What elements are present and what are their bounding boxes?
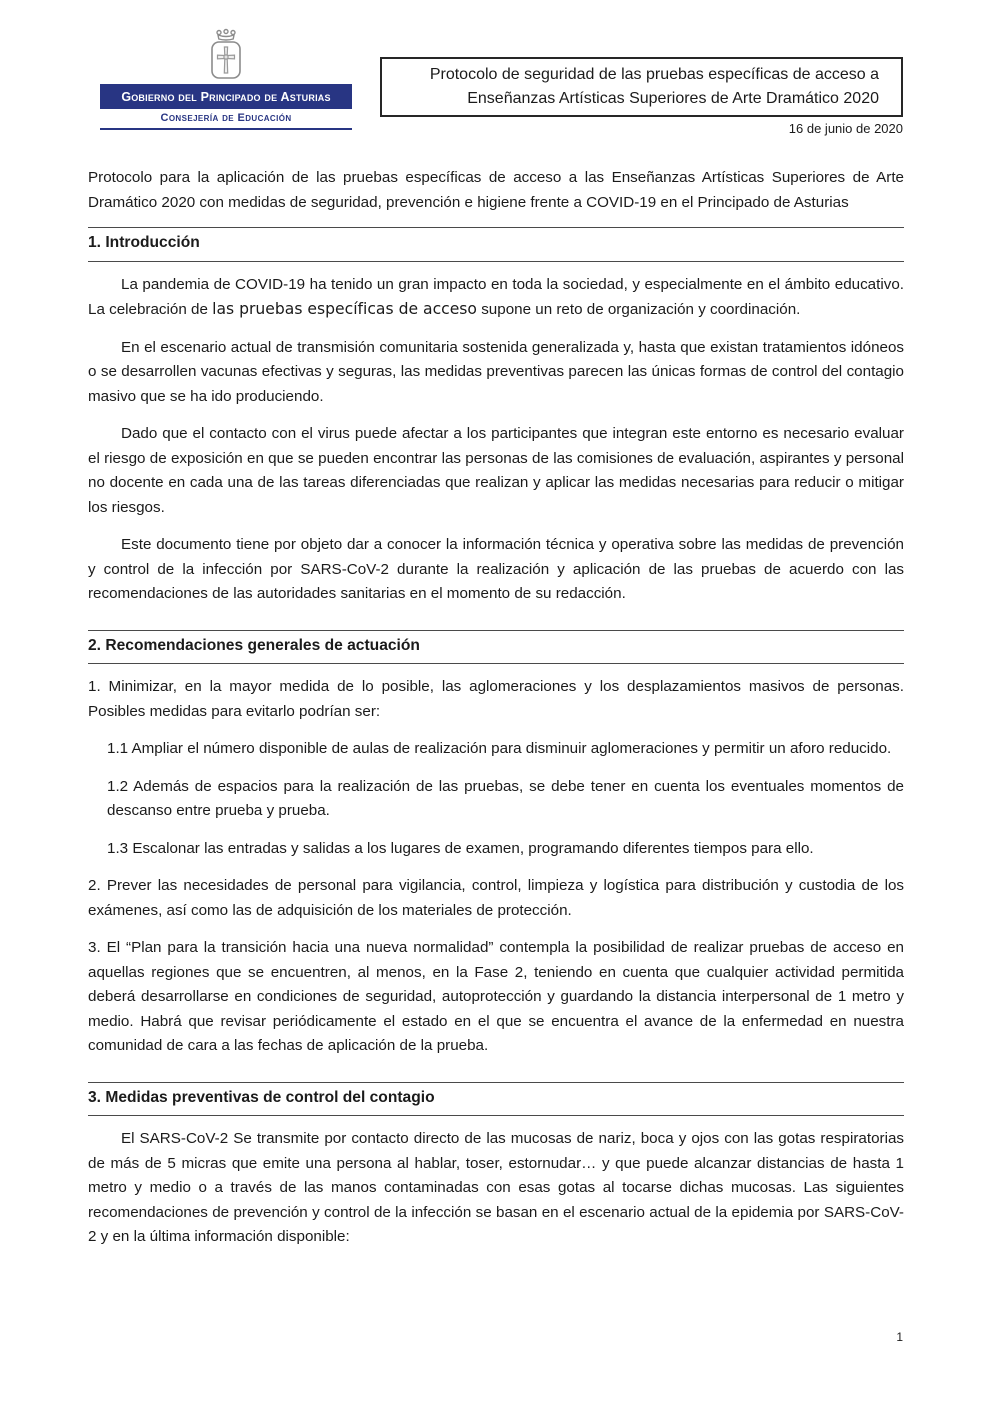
asturias-coat-of-arms-icon [204, 28, 248, 82]
section-heading-1: 1. Introducción [88, 227, 904, 262]
paragraph [88, 273, 904, 323]
lead-paragraph: Protocolo para la aplicación de las pruebas específicas de acceso a las Enseñanzas Artísticas Superiores de Arte Dramático 2020 con medidas de seguridad, prevención e higiene frente a COVID-19 en el Principado de Asturias [88, 169, 904, 211]
page-number: 1 [896, 1330, 903, 1344]
department-name: Consejería de Educación [160, 112, 292, 124]
paragraph: Este documento tiene por objeto dar a conocer la información técnica y operativa sobre las medidas de prevención y control de la infección por SARS-CoV-2 durante la realización y aplicación de las pruebas de acuerdo con las recomendaciones de las autoridades sanitarias en el momento de su redacción. [88, 536, 904, 602]
document-date: 16 de junio de 2020 [788, 121, 903, 136]
numbered-subitem: 1.3 Escalonar las entradas y salidas a los lugares de examen, programando diferentes tiempos para ello. [107, 839, 814, 857]
document-title-line2: Enseñanzas Artísticas Superiores de Arte Dramático 2020 [467, 90, 879, 107]
paragraph: En el escenario actual de transmisión comunitaria sostenida generalizada y, hasta que existan tratamientos idóneos o se desarrollen vacunas efectivas y seguras, las medidas preventivas parecen las únicas formas de control del contagio masivo que se ha ido produciendo. [88, 338, 904, 405]
paragraph-text: La pandemia de COVID-19 ha tenido un gran impacto en toda la sociedad, y especialmente en el ámbito educativo. La celebración de [88, 275, 904, 318]
paragraph: Dado que el contacto con el virus puede afectar a los participantes que integran este entorno es necesario evaluar el riesgo de exposición en que se pueden encontrar las personas de las comisiones de evaluación, aspirantes y personal no docente en cada una de las tareas diferenciadas que realizan y aplicar las medidas necesarias para reducir o mitigar los riesgos. [88, 425, 904, 516]
numbered-subitem: 1.2 Además de espacios para la realización de las pruebas, se debe tener en cuenta los eventuales momentos de descanso entre prueba y prueba. [107, 777, 904, 819]
section-heading-2: 2. Recomendaciones generales de actuación [88, 630, 904, 665]
numbered-subitem: 1.1 Ampliar el número disponible de aulas de realización para disminuir aglomeraciones y permitir un aforo reducido. [107, 740, 892, 757]
logo-underline [100, 128, 352, 130]
document-title-line1: Protocolo de seguridad de las pruebas específicas de acceso a [429, 66, 879, 83]
asturias-logo [100, 28, 352, 130]
document-title-box [380, 57, 903, 117]
document-body [88, 166, 904, 1263]
numbered-item: 2. Prever las necesidades de personal para vigilancia, control, limpieza y logística para distribución y custodia de los exámenes, así como las de adquisición de los materiales de protección. [88, 877, 904, 919]
highlighted-phrase: las pruebas específicas de acceso [212, 300, 477, 318]
government-name-bar: Gobierno del Principado de Asturias [100, 84, 352, 109]
numbered-item: 1. Minimizar, en la mayor medida de lo posible, las aglomeraciones y los desplazamientos masivos de personas. Posibles medidas para evitarlo podrían ser: [88, 678, 904, 720]
paragraph-text: supone un reto de organización y coordinación. [476, 301, 801, 318]
section-heading-3: 3. Medidas preventivas de control del contagio [88, 1082, 904, 1117]
numbered-item: 3. El “Plan para la transición hacia una nueva normalidad” contempla la posibilidad de realizar pruebas de acceso en aquellas regiones que se encuentren, al menos, en la Fase 2, teniendo en cuenta que cualquier actividad permitida deberá desarrollarse en condiciones de seguridad, autoprotección y guardando la distancia interpersonal de 1 metro y medio. Habrá que revisar periódicamente el estado en el que se encuentra el avance de la enfermedad en nuestra comunidad de cara a las fechas de aplicación de la prueba. [88, 939, 904, 1054]
paragraph: El SARS-CoV-2 Se transmite por contacto directo de las mucosas de nariz, boca y ojos con las gotas respiratorias de más de 5 micras que emite una persona al hablar, toser, estornudar… y que puede alcanzar distancias de hasta 1 metro y medio o a través de las manos contaminadas con esas gotas al tocarse dichas mucosas. Las siguientes recomendaciones de prevención y control de la infección se basan en el escenario actual de la epidemia por SARS-CoV-2 y en la última información disponible: [88, 1130, 904, 1245]
